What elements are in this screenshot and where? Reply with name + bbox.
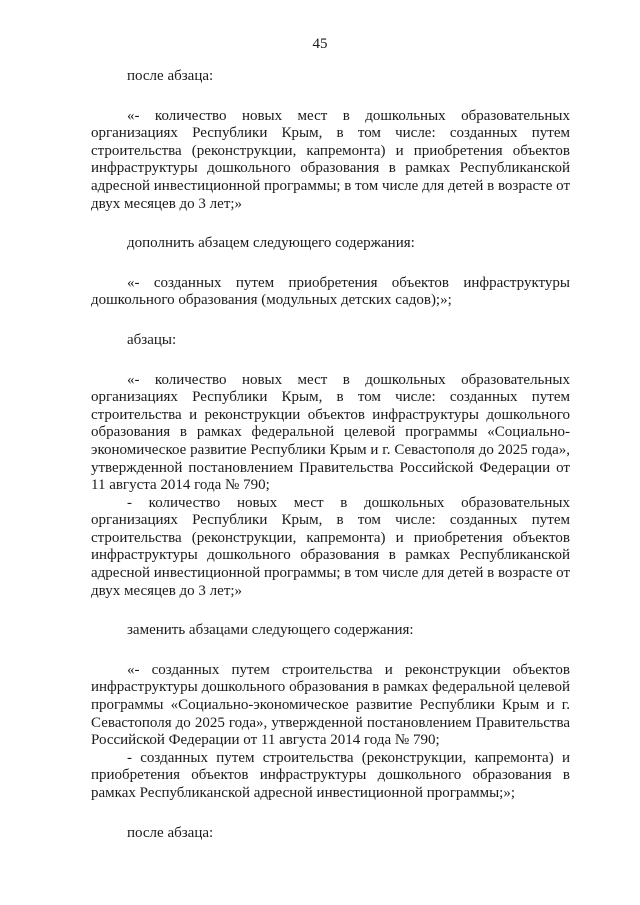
paragraph-abzatsy: абзацы: [127,331,177,348]
page-number: 45 [312,36,328,52]
paragraph-quoted-indicator-2: «- количество новых мест в дошкольных образовательных организациях Республики Крым, в том числе: созданных путем строительства и реконструкции объектов инфраструктуры дошкольного образования в рамках федеральной целевой программы «Социально-экономическое развитие Республики Крым и г. Севастополя до 2025 года», утвержденной постановлением Правительства Российской Федерации от 11 августа 2014 года № 790; [91,371,570,494]
paragraph-supplement-instruction: дополнить абзацем следующего содержания: [127,235,415,252]
paragraph-replace-instruction: заменить абзацами следующего содержания: [127,622,414,639]
paragraph-after-paragraph-2: после абзаца: [127,824,214,841]
paragraph-replacement-1: «- созданных путем строительства и реконструкции объектов инфраструктуры дошкольного образования в рамках федеральной целевой программы «Социально-экономическое развитие Республики Крым и г. Севастополя до 2025 года», утвержденной постановлением Правительства Российской Федерации от 11 августа 2014 года № 790; [91,661,570,749]
paragraph-replacement-2: - созданных путем строительства (реконструкции, капремонта) и приобретения объектов инфраструктуры дошкольного образования в рамках Республиканской адресной инвестиционной программы;»; [91,749,570,801]
paragraph-after-paragraph-1: после абзаца: [127,68,214,84]
document-body [91,68,570,842]
paragraph-quoted-indicator-3: - количество новых мест в дошкольных образовательных организациях Республики Крым, в том числе: созданных путем строительства (реконструкции, капремонта) и приобретения объектов инфраструктуры дошкольного образования в рамках Республиканской адресной инвестиционной программы; в том числе для детей в возрасте от двух месяцев до 3 лет;» [91,494,570,599]
paragraph-quoted-indicator-1: «- количество новых мест в дошкольных образовательных организациях Республики Крым, в том числе: созданных путем строительства (реконструкции, капремонта) и приобретения объектов инфраструктуры дошкольного образования в рамках Республиканской адресной инвестиционной программы; в том числе для детей в возрасте от двух месяцев до 3 лет;» [91,107,570,212]
paragraph-modular-kindergartens: «- созданных путем приобретения объектов инфраструктуры дошкольного образования (модульных детских садов);»; [91,274,570,309]
